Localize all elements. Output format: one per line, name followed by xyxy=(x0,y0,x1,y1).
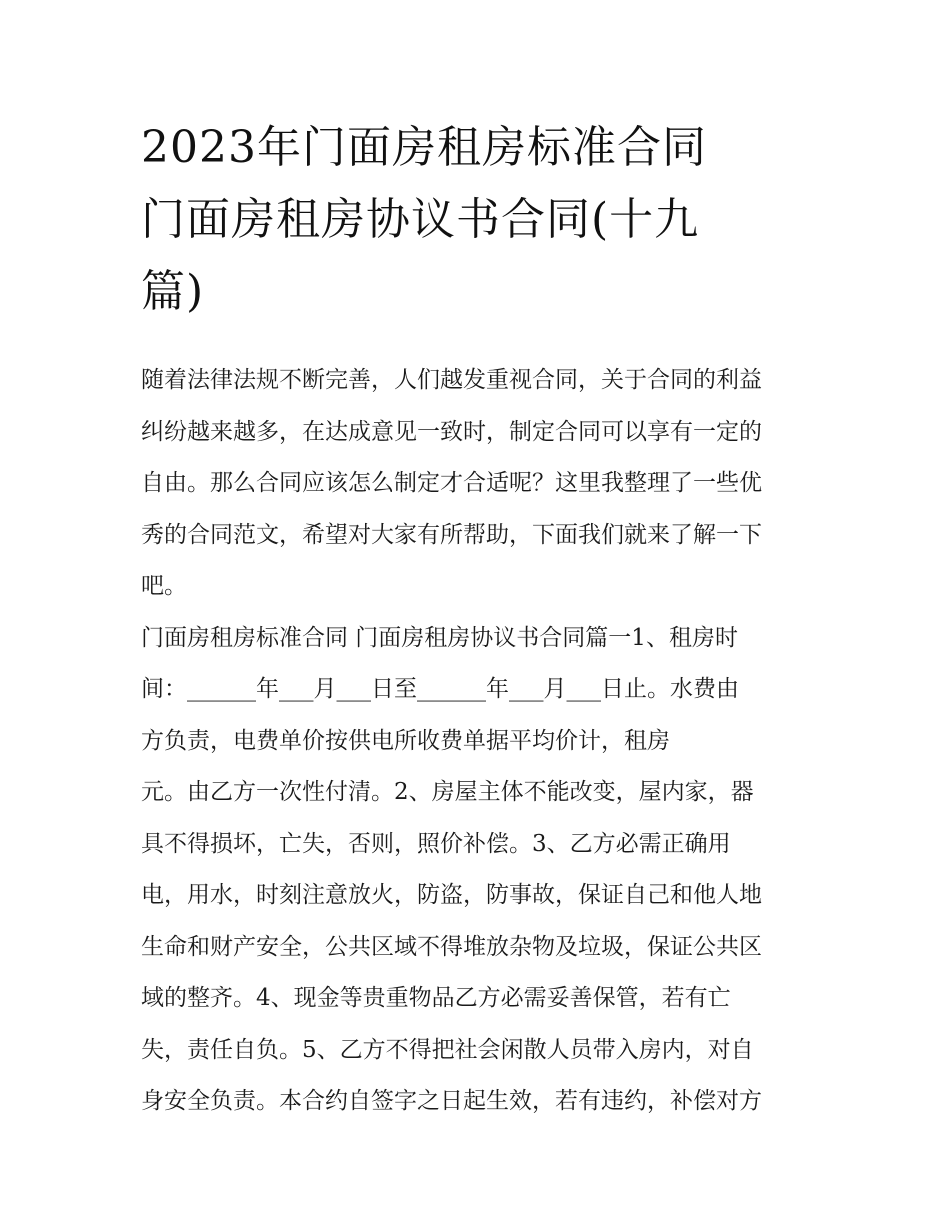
body-line: 失，责任自负。5、乙方不得把社会闲散人员带入房内，对自 xyxy=(141,1036,754,1063)
body-line: 域的整齐。4、现金等贵重物品乙方必需妥善保管，若有亡 xyxy=(141,985,731,1011)
title-line: 门面房租房协议书合同(十九 xyxy=(141,194,700,245)
body-line: 间：______年___月___日至______年___月___日止。水费由 xyxy=(141,676,739,702)
body-line: 生命和财产安全，公共区域不得堆放杂物及垃圾，保证公共区 xyxy=(141,933,762,960)
document-title xyxy=(141,112,811,328)
body-line: 吧。 xyxy=(141,573,187,599)
body-line: 门面房租房标准合同 门面房租房协议书合同篇一1、租房时 xyxy=(141,624,738,651)
title-line: 2023年门面房租房标准合同 xyxy=(141,122,707,173)
body-line: 自由。那么合同应该怎么制定才合适呢？这里我整理了一些优 xyxy=(141,470,762,496)
body-line: 方负责，电费单价按供电所收费单据平均价计，租房 xyxy=(141,727,670,754)
title-line: 篇) xyxy=(141,266,205,317)
body-line: 具不得损坏，亡失，否则，照价补偿。3、乙方必需正确用 xyxy=(141,830,731,857)
body-line: 身安全负责。本合约自签字之日起生效，若有违约，补偿对方 xyxy=(141,1088,762,1114)
document-body xyxy=(141,355,821,1128)
body-line: 元。由乙方一次性付清。2、房屋主体不能改变，屋内家，器 xyxy=(141,779,754,805)
body-line: 秀的合同范文，希望对大家有所帮助，下面我们就来了解一下 xyxy=(141,521,762,548)
body-line: 电，用水，时刻注意放火，防盗，防事故，保证自己和他人地 xyxy=(141,882,762,908)
body-line: 随着法律法规不断完善，人们越发重视合同，关于合同的利益 xyxy=(141,367,762,393)
body-line: 纠纷越来越多，在达成意见一致时，制定合同可以享有一定的 xyxy=(141,418,762,445)
